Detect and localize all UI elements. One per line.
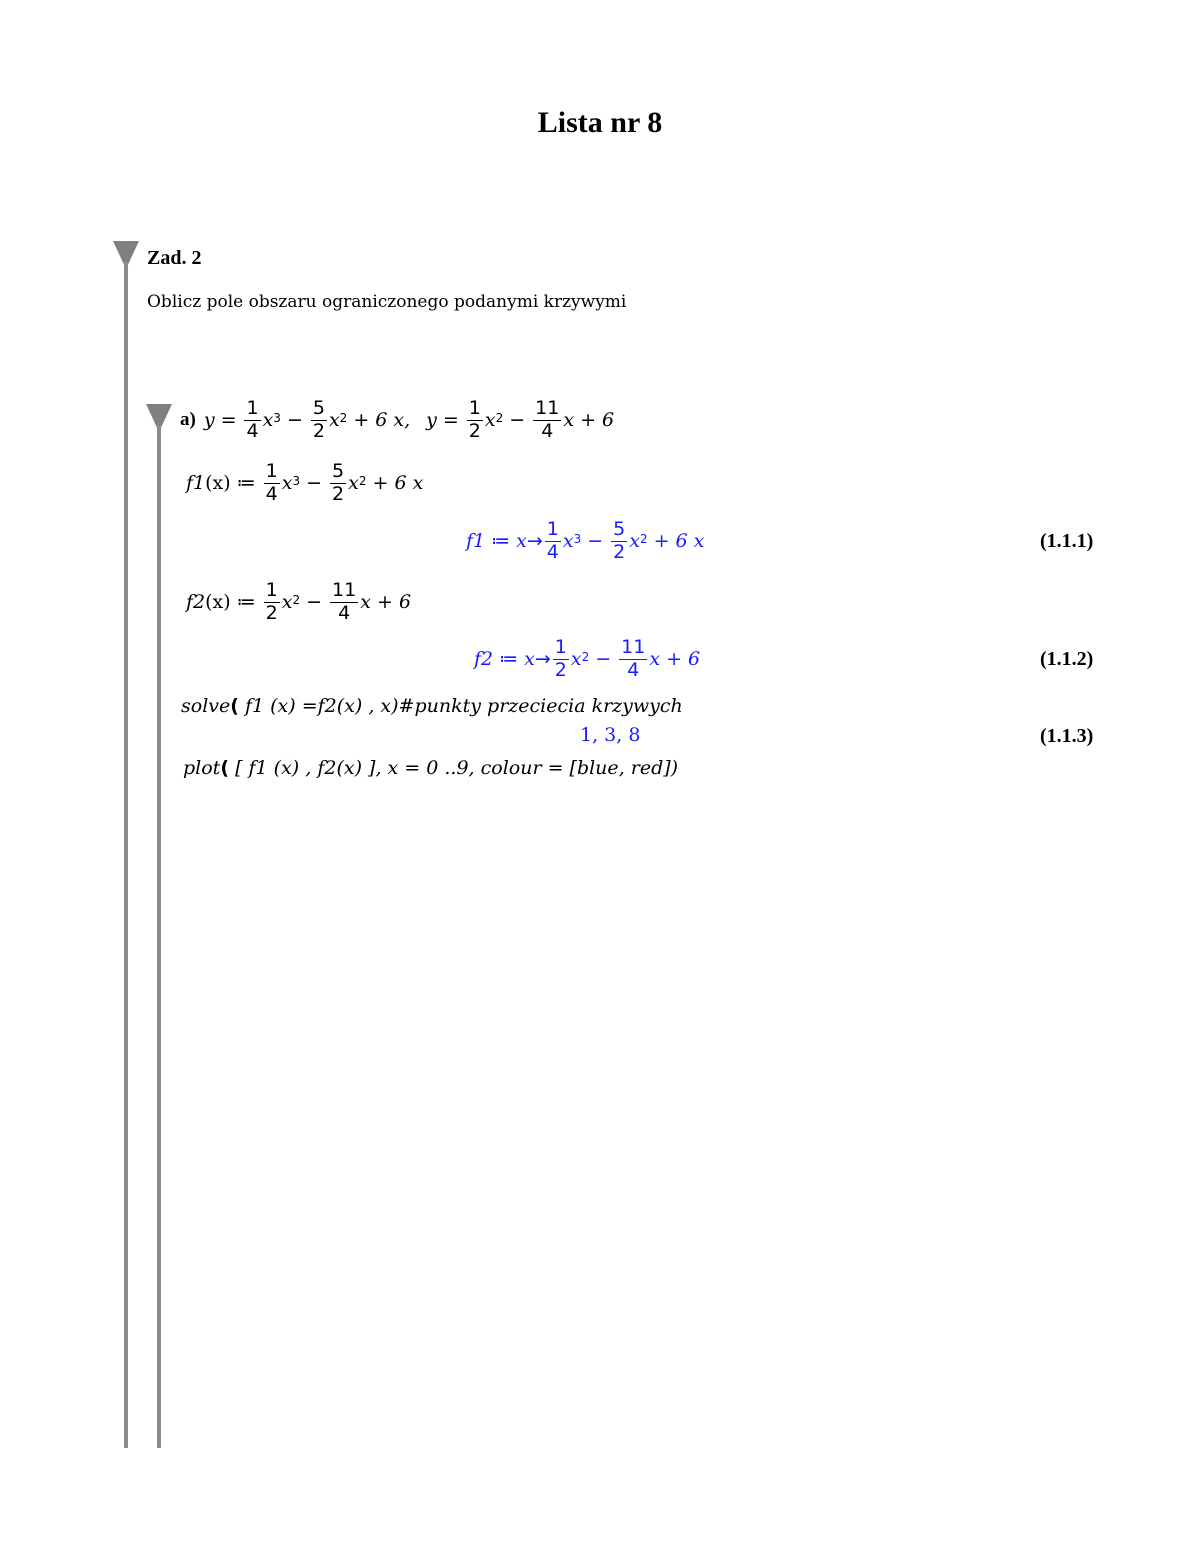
subsection-bracket-line: [157, 425, 161, 1448]
section-bracket-line: [124, 262, 128, 1448]
fraction: $\frac{11}{4}$: [535, 396, 560, 442]
equation-label: (1.1.3): [1040, 725, 1094, 747]
subsection-statement: a) y = $\frac{1}{4}$ x $^3$ − $\frac{5}{2}$ x $^2$ + 6 x, y = $\frac{1}{2}$ x $^2$ − $\frac{11}{4}$ x + 6: [180, 396, 615, 442]
section-heading: Zad. 2: [147, 247, 202, 269]
f1-output: f1 ≔ x → $\frac{1}{4}$ x $^3$ − $\frac{5}{2}$ x $^2$ + 6 x: [466, 517, 705, 563]
f1-definition-input[interactable]: f1 (x) ≔ $\frac{1}{4}$ x $^3$ − $\frac{5}{2}$ x $^2$ + 6 x: [186, 459, 424, 505]
fraction: $\frac{1}{4}$: [246, 396, 259, 442]
fraction: $\frac{1}{2}$: [468, 396, 481, 442]
subsection-label: a): [180, 409, 196, 430]
f2-output: f2 ≔ x → $\frac{1}{2}$ x $^2$ − $\frac{11}{4}$ x + 6: [474, 635, 701, 681]
plot-command-input[interactable]: plot( [ f1 (x) , f2(x) ], x = 0 ..9, colour = [blue, red]): [183, 757, 679, 779]
section-description: Oblicz pole obszaru ograniczonego podanymi krzywymi: [147, 292, 627, 312]
equals-sign: =: [220, 409, 237, 431]
fraction: $\frac{5}{2}$: [312, 396, 325, 442]
f2-definition-input[interactable]: f2 (x) ≔ $\frac{1}{2}$ x $^2$ − $\frac{11}{4}$ x + 6: [186, 578, 412, 624]
var-y: y: [203, 409, 215, 431]
equation-label: (1.1.1): [1040, 530, 1094, 552]
document-title: Lista nr 8: [537, 106, 663, 139]
equation-label: (1.1.2): [1040, 648, 1094, 670]
solve-command-input[interactable]: solve( f1 (x) =f2(x) , x)#punkty przeciecia krzywych: [181, 695, 683, 717]
solve-output: 1, 3, 8: [580, 724, 641, 746]
